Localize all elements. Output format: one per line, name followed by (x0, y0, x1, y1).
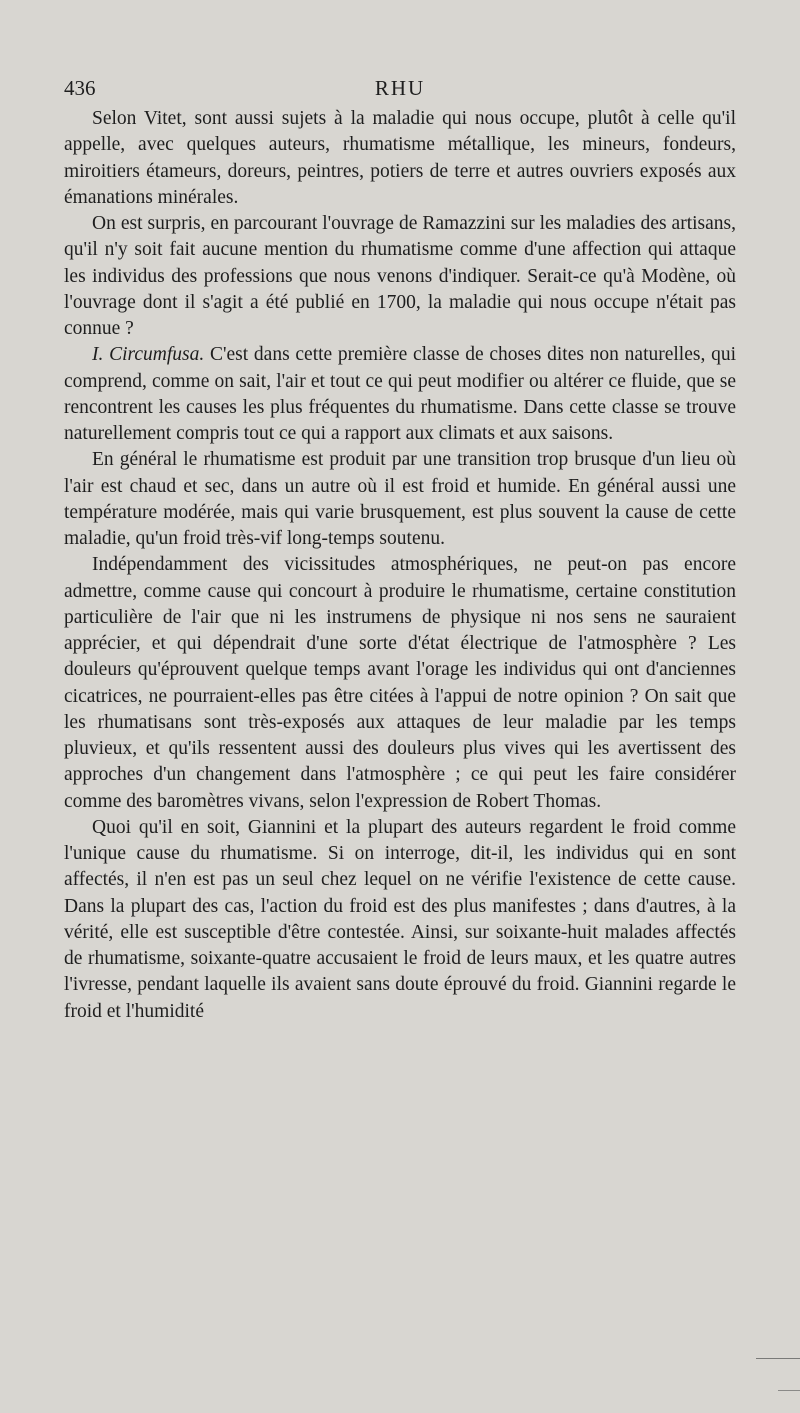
body-text (64, 106, 736, 1025)
paragraph-text: C'est dans cette première classe de choses dites non naturelles, qui comprend, comme on sait, l'air et tout ce qui peut modifier ou altérer ce fluide, que se rencontrent les causes les plus fréquentes du rhumatisme. Dans cette classe se trouve naturellement compris tout ce qui a rapport aux climats et aux saisons. (64, 344, 736, 444)
page-number: 436 (64, 76, 96, 100)
running-head: RHU (374, 76, 426, 100)
paragraph (64, 552, 736, 815)
section-lead: I. Circumfusa. (92, 344, 205, 366)
paragraph (64, 342, 736, 447)
page-header (64, 72, 736, 104)
paragraph-text: Indépendamment des vicissitudes atmosphériques, ne peut-on pas encore admettre, comme cause qui concourt à produire le rhumatisme, certaine constitution particulière de l'air que ni les instrumens de physique ni nos sens ne sauraient apprécier, et qui dépendrait d'une sorte d'état électrique de l'atmosphère ? Les douleurs qu'éprouvent quelque temps avant l'orage les individus qui ont d'anciennes cicatrices, ne pourraient-elles pas être citées à l'appui de notre opinion ? On sait que les rhumatisans sont très-exposés aux attaques de leur maladie par les temps pluvieux, et qu'ils ressentent aussi des douleurs plus vives qui les avertissent des approches d'un changement dans l'atmosphère ; ce qui peut les faire considérer comme des baromètres vivans, selon l'expression de Robert Thomas. (64, 554, 736, 812)
margin-rule (756, 1358, 800, 1359)
paragraph (64, 815, 736, 1025)
paragraph (64, 211, 736, 342)
paragraph-text: Quoi qu'il en soit, Giannini et la plupart des auteurs regardent le froid comme l'unique cause du rhumatisme. Si on interroge, dit-il, les individus qui en sont affectés, il n'en est pas un seul chez lequel on ne vérifie l'existence de cette cause. Dans la plupart des cas, l'action du froid est des plus manifestes ; dans d'autres, à la vérité, elle est susceptible d'être contestée. Ainsi, sur soixante-huit malades affectés de rhumatisme, soixante-quatre accusaient le froid de leurs maux, et les quatre autres l'ivresse, pendant laquelle ils avaient sans doute éprouvé du froid. Giannini regarde le froid et l'humidité (64, 816, 736, 1022)
paragraph-text: Selon Vitet, sont aussi sujets à la maladie qui nous occupe, plutôt à celle qu'il appelle, avec quelques auteurs, rhumatisme métallique, les mineurs, fondeurs, miroitiers étameurs, doreurs, peintres, potiers de terre et autres ouvriers exposés aux émanations minérales. (64, 108, 736, 208)
paragraph (64, 106, 736, 211)
paragraph (64, 447, 736, 552)
margin-rule (778, 1390, 800, 1391)
paragraph-text: En général le rhumatisme est produit par une transition trop brusque d'un lieu où l'air est chaud et sec, dans un autre où il est froid et humide. En général aussi une température modérée, mais qui varie brusquement, est plus souvent la cause de cette maladie, qu'un froid très-vif long-temps soutenu. (64, 449, 736, 549)
paragraph-text: On est surpris, en parcourant l'ouvrage de Ramazzini sur les maladies des artisans, qu'il n'y soit fait aucune mention du rhumatisme comme d'une affection qui attaque les individus des professions que nous venons d'indiquer. Serait-ce qu'à Modène, où l'ouvrage dont il s'agit a été publié en 1700, la maladie qui nous occupe n'était pas connue ? (64, 213, 736, 339)
